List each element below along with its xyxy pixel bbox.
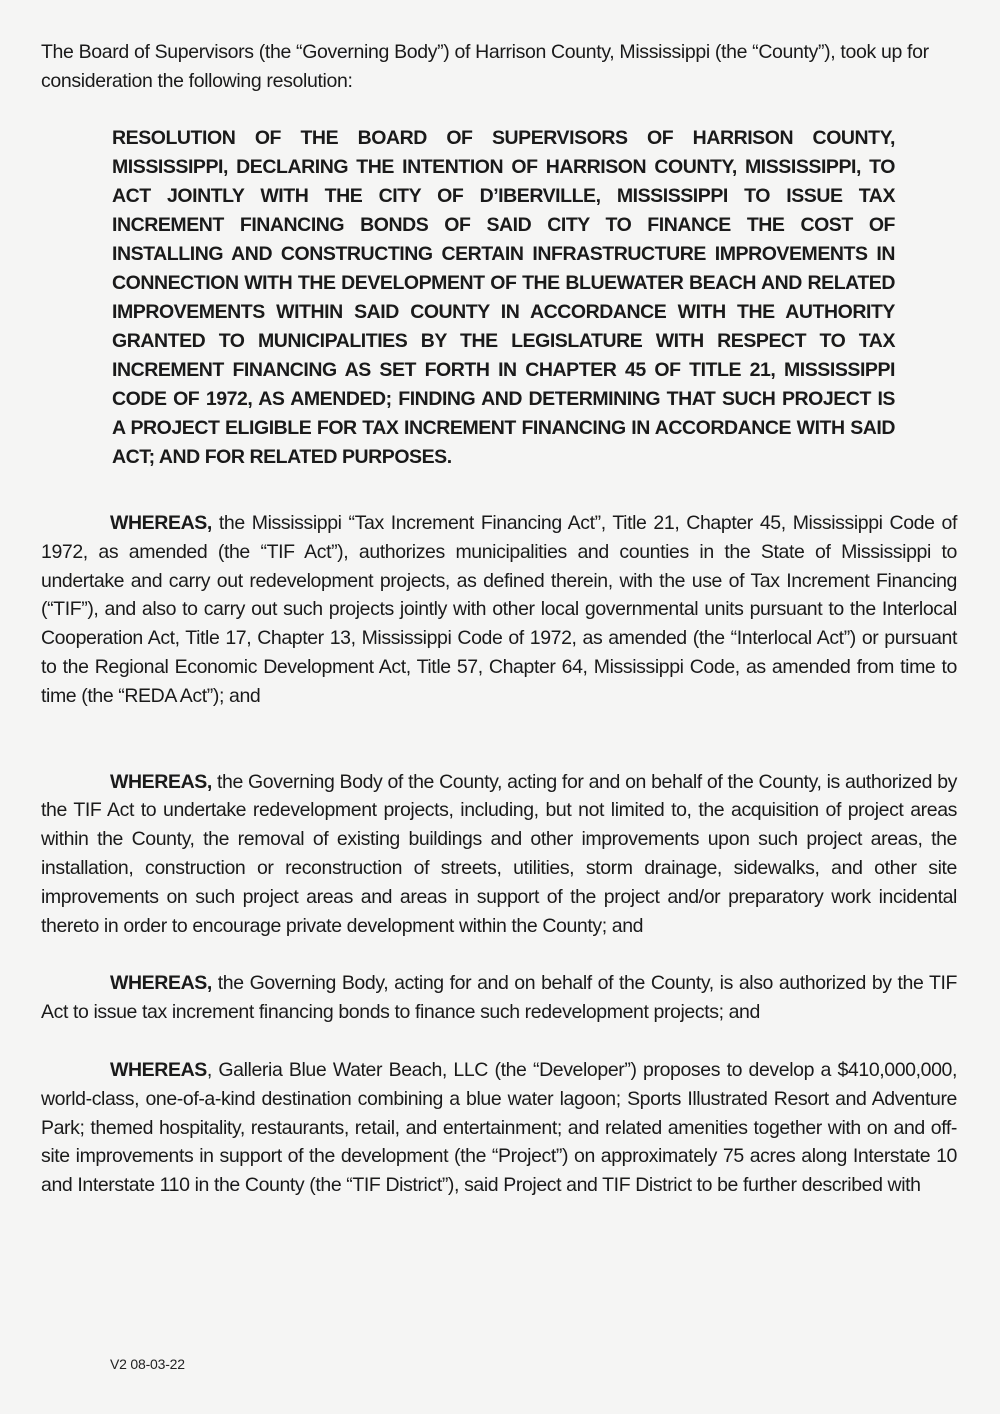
whereas-text: the Governing Body of the County, acting for and on behalf of the County, is authorized by the TIF Act to undertake redevelopment projects, including, but not limited to, the acquisition of project areas within the County, the removal of existing buildings and other improvements upon such project areas, the installation, construction or reconstruction of streets, utilities, storm drainage, sidewalks, and other site improvements on such project areas and areas in support of the project and/or preparatory work incidental thereto in order to encourage private development within the County; and <box>41 770 957 937</box>
whereas-text: the Mississippi “Tax Increment Financing Act”, Title 21, Chapter 45, Mississippi Code of 1972, as amended (the “TIF Act”), authorizes municipalities and counties in the State of Mississippi to undertake and carry out redevelopment projects, as defined therein, with the use of Tax Increment Financing (“TIF”), and also to carry out such projects jointly with other local governmental units pursuant to the Interlocal Cooperation Act, Title 17, Chapter 13, Mississippi Code of 1972, as amended (the “Interlocal Act”) or pursuant to the Regional Economic Development Act, Title 57, Chapter 64, Mississippi Code, as amended from time to time (the “REDA Act”); and <box>41 512 957 707</box>
whereas-clause-bond-authority <box>41 969 957 1027</box>
document-page <box>41 38 957 1200</box>
whereas-lead: WHEREAS, <box>110 512 212 534</box>
whereas-text: , Galleria Blue Water Beach, LLC (the “Developer”) proposes to develop a $410,000,000, world-class, one-of-a-kind destination combining a blue water lagoon; Sports Illustrated Resort and Adventure Park; themed hospitality, restaurants, retail, and entertainment; and related amenities together with on and off-site improvements in support of the development (the “Project”) on approximately 75 acres along Interstate 10 and Interstate 110 in the County (the “TIF District”), said Project and TIF District to be further described with <box>41 1058 957 1197</box>
whereas-lead: WHEREAS, <box>110 770 212 793</box>
version-footer: V2 08-03-22 <box>110 1356 185 1372</box>
intro-paragraph: The Board of Supervisors (the “Governing Body”) of Harrison County, Mississippi (the “County”), took up for consideration the following resolution: <box>41 41 929 92</box>
whereas-clause-developer-project <box>41 1056 957 1200</box>
whereas-lead: WHEREAS, <box>110 972 212 995</box>
resolution-title: RESOLUTION OF THE BOARD OF SUPERVISORS OF HARRISON COUNTY, MISSISSIPPI, DECLARING THE INTENTION OF HARRISON COUNTY, MISSISSIPPI, TO ACT JOINTLY WITH THE CITY OF D’IBERVILLE, MISSISSIPPI TO ISSUE TAX INCREMENT FINANCING BONDS OF SAID CITY TO FINANCE THE COST OF INSTALLING AND CONSTRUCTING CERTAIN INFRASTRUCTURE IMPROVEMENTS IN CONNECTION WITH THE DEVELOPMENT OF THE BLUEWATER BEACH AND RELATED IMPROVEMENTS WITHIN SAID COUNTY IN ACCORDANCE WITH THE AUTHORITY GRANTED TO MUNICIPALITIES BY THE LEGISLATURE WITH RESPECT TO TAX INCREMENT FINANCING AS SET FORTH IN CHAPTER 45 OF TITLE 21, MISSISSIPPI CODE OF 1972, AS AMENDED; FINDING AND DETERMINING THAT SUCH PROJECT IS A PROJECT ELIGIBLE FOR TAX INCREMENT FINANCING IN ACCORDANCE WITH SAID ACT; AND FOR RELATED PURPOSES. <box>112 127 895 468</box>
whereas-clause-tif-act <box>41 509 957 711</box>
whereas-text: the Governing Body, acting for and on behalf of the County, is also authorized by the TIF Act to issue tax increment financing bonds to finance such redevelopment projects; and <box>41 972 957 1024</box>
whereas-clause-governing-body-authority <box>41 768 957 941</box>
whereas-lead: WHEREAS <box>110 1058 207 1081</box>
